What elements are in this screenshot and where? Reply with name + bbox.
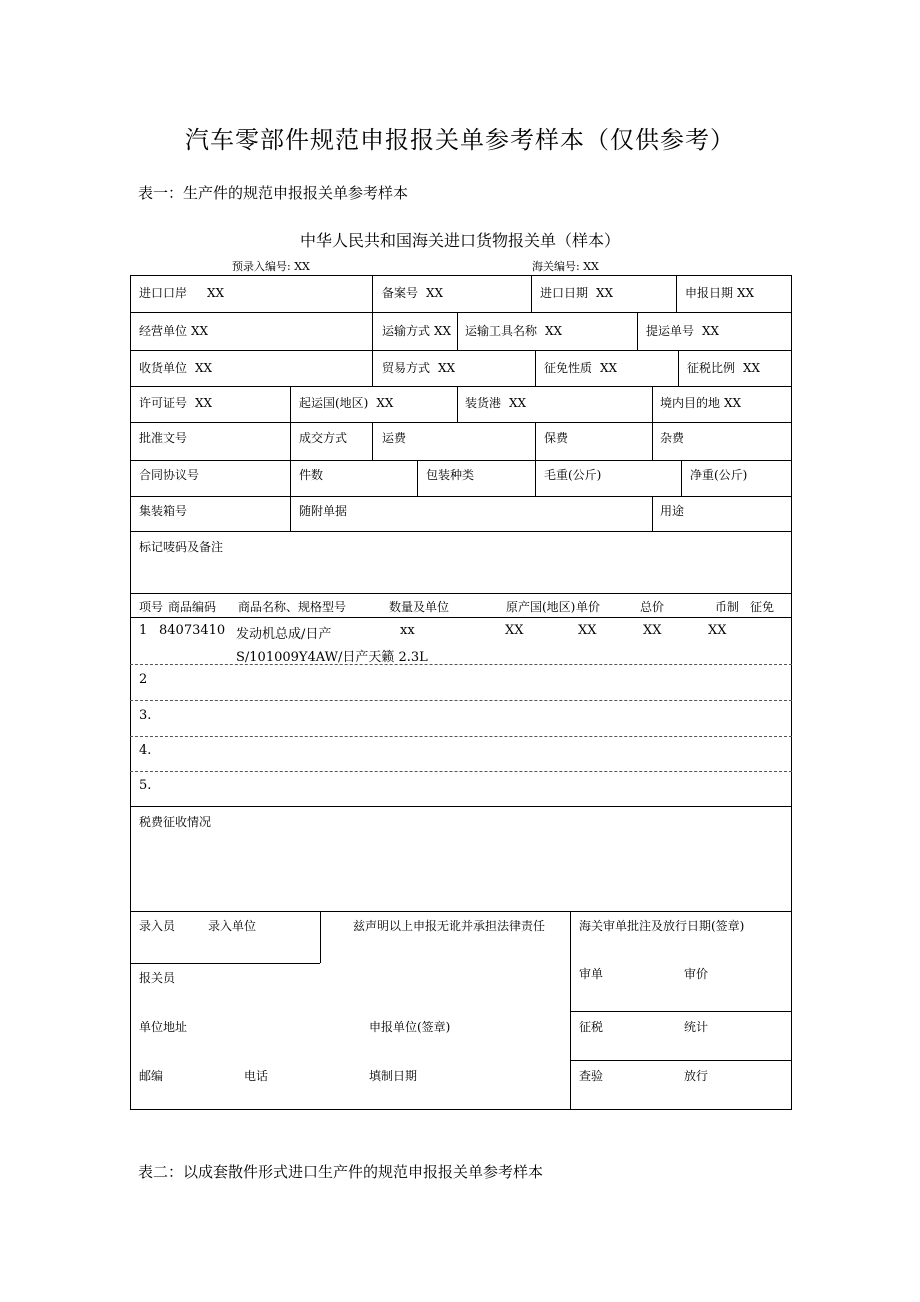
form-text: 申报日期 [685, 286, 734, 300]
phone: 电话 [244, 1069, 269, 1083]
form-text: XX [724, 396, 742, 410]
customs-no: 海关编号: XX [532, 260, 599, 273]
field-pieces: 件数 [299, 468, 324, 482]
form-text: 境内目的地 [660, 396, 721, 410]
form-text: 运输工具名称 [465, 324, 538, 338]
table-rule [130, 911, 792, 912]
form-text: 收货单位 [139, 361, 188, 375]
form-text: XX [708, 623, 727, 638]
table-rule [535, 422, 536, 460]
field-loading-port [465, 394, 526, 411]
table-rule [570, 1011, 792, 1012]
table-rule [678, 350, 679, 386]
table-rule [130, 963, 320, 964]
form-text: XX [505, 623, 524, 638]
form-text: 起运国(地区) [299, 396, 369, 410]
customs-approval: 海关审单批注及放行日期(签章) [579, 919, 745, 933]
table-rule [130, 460, 792, 461]
entry-unit: 录入单位 [208, 919, 257, 933]
form-text: XX [702, 324, 720, 338]
form-text: 征税比例 [687, 361, 736, 375]
field-container: 集装箱号 [139, 504, 188, 518]
form-text: S/101009Y4AW/日产天籁 2.3L [236, 650, 428, 665]
form-text: 许可证号 [139, 396, 188, 410]
form-text: XX [596, 286, 614, 300]
form-title: 中华人民共和国海关进口货物报关单（样本） [299, 231, 620, 250]
field-net: 净重(公斤) [690, 468, 748, 482]
form-text: 进口口岸 [139, 286, 188, 300]
field-transport-name [465, 322, 562, 339]
form-text: xx [400, 623, 415, 638]
field-documents: 随附单据 [299, 504, 348, 518]
field-contract: 合同协议号 [139, 468, 200, 482]
field-package: 包装种类 [426, 468, 475, 482]
form-text: XX [438, 361, 456, 375]
levy: 征税 [579, 1020, 604, 1034]
table-rule [290, 496, 291, 531]
form-text: 84073410 [159, 623, 226, 638]
table-rule [130, 736, 792, 737]
field-approval: 批准文号 [139, 431, 188, 445]
table-rule [372, 422, 373, 460]
form-text: 数量及单位 [389, 600, 450, 614]
declare-unit: 申报单位(签章) [369, 1020, 451, 1034]
form-text: XX [600, 361, 618, 375]
field-license [139, 394, 212, 411]
field-consignee [139, 359, 212, 376]
table-rule [372, 312, 373, 350]
field-port [139, 284, 224, 301]
entry-clerk: 录入员 [139, 919, 176, 933]
form-text: 贸易方式 [382, 361, 431, 375]
table-rule [457, 386, 458, 422]
table-rule [570, 911, 571, 1109]
table-rule [130, 531, 792, 532]
table-rule [676, 275, 677, 312]
form-text: XX [509, 396, 527, 410]
review: 审单 [579, 967, 604, 981]
table-rule [535, 460, 536, 496]
table-rule [130, 386, 792, 387]
table-rule [652, 496, 653, 531]
form-text: 币制 [715, 600, 740, 614]
postcode: 邮编 [139, 1069, 164, 1083]
tax-status: 税费征收情况 [139, 815, 212, 829]
table-rule [130, 496, 792, 497]
form-text: XX [191, 324, 209, 338]
field-origin-country [299, 394, 393, 411]
table-rule [130, 617, 792, 618]
item-row-3: 3. [139, 708, 152, 723]
form-text: 1 [139, 623, 148, 638]
table-rule [372, 275, 373, 312]
table-rule [130, 312, 792, 313]
fill-date: 填制日期 [369, 1069, 418, 1083]
table-rule [681, 460, 682, 496]
table-rule [130, 593, 792, 594]
field-insurance: 保费 [544, 431, 569, 445]
form-text: 项号 [139, 600, 164, 614]
table-rule [130, 700, 792, 701]
form-text: XX [195, 396, 213, 410]
table-rule [531, 275, 532, 312]
form-text: 运输方式 [382, 324, 431, 338]
table-rule [320, 911, 321, 963]
table-rule [417, 460, 418, 496]
field-trade-mode [382, 359, 455, 376]
form-text: 原产国(地区) [506, 600, 576, 614]
form-text: XX [426, 286, 444, 300]
release: 放行 [684, 1069, 709, 1083]
table-rule [130, 771, 792, 772]
form-text: 单价 [576, 600, 601, 614]
inspect: 查验 [579, 1069, 604, 1083]
table-rule [130, 350, 792, 351]
form-text: XX [207, 286, 225, 300]
pre-entry-no: 预录入编号: XX [232, 260, 310, 273]
table-rule [570, 1060, 792, 1061]
table-rule [290, 422, 291, 460]
form-text: XX [195, 361, 213, 375]
field-marks: 标记唛码及备注 [139, 540, 224, 554]
field-record-no [382, 284, 443, 301]
field-misc: 杂费 [660, 431, 685, 445]
form-text: 备案号 [382, 286, 419, 300]
form-text: 总价 [640, 600, 665, 614]
form-text: 征免性质 [544, 361, 593, 375]
form-text: XX [376, 396, 394, 410]
form-text: 提运单号 [646, 324, 695, 338]
item-row-2: 2 [139, 672, 148, 687]
table-rule [372, 350, 373, 386]
field-deal-mode: 成交方式 [299, 431, 348, 445]
table2-caption: 表二：以成套散件形式进口生产件的规范申报报关单参考样本 [138, 1163, 544, 1181]
form-text: XX [434, 324, 452, 338]
table-rule [637, 312, 638, 350]
field-gross: 毛重(公斤) [544, 468, 602, 482]
table-rule [130, 422, 792, 423]
form-text: XX [578, 623, 597, 638]
table-rule [535, 350, 536, 386]
table1-caption: 表一：生产件的规范申报报关单参考样本 [138, 184, 409, 202]
field-tax-ratio [687, 359, 760, 376]
table-rule [130, 806, 792, 807]
table-rule [130, 664, 792, 665]
table-rule [290, 386, 291, 422]
field-operator [139, 322, 208, 339]
form-text: 商品编码 [168, 600, 217, 614]
form-text: 商品名称、规格型号 [238, 600, 347, 614]
price-review: 审价 [684, 967, 709, 981]
form-text: 装货港 [465, 396, 502, 410]
field-transport-mode [382, 322, 451, 339]
form-text: XX [545, 324, 563, 338]
declarant: 报关员 [139, 971, 176, 985]
form-text: 征免 [750, 600, 775, 614]
field-freight: 运费 [382, 431, 407, 445]
form-text: XX [737, 286, 755, 300]
field-bill-no [646, 322, 719, 339]
form-text: XX [743, 361, 761, 375]
form-text: XX [643, 623, 662, 638]
statement: 兹声明以上申报无讹并承担法律责任 [353, 919, 546, 933]
document-title: 汽车零部件规范申报报关单参考样本（仅供参考） [185, 126, 735, 154]
table-rule [457, 312, 458, 350]
table-rule [652, 422, 653, 460]
item-row-5: 5. [139, 778, 152, 793]
form-text: 进口日期 [540, 286, 589, 300]
field-declare-date [685, 284, 754, 301]
field-import-date [540, 284, 613, 301]
table-rule [290, 460, 291, 496]
form-text: 发动机总成/日产 [236, 627, 332, 642]
field-usage: 用途 [660, 504, 685, 518]
field-destination [660, 394, 741, 411]
stats: 统计 [684, 1020, 709, 1034]
item-row-4: 4. [139, 743, 152, 758]
table-rule [652, 386, 653, 422]
form-text: 经营单位 [139, 324, 188, 338]
unit-address: 单位地址 [139, 1020, 188, 1034]
field-exemption [544, 359, 617, 376]
